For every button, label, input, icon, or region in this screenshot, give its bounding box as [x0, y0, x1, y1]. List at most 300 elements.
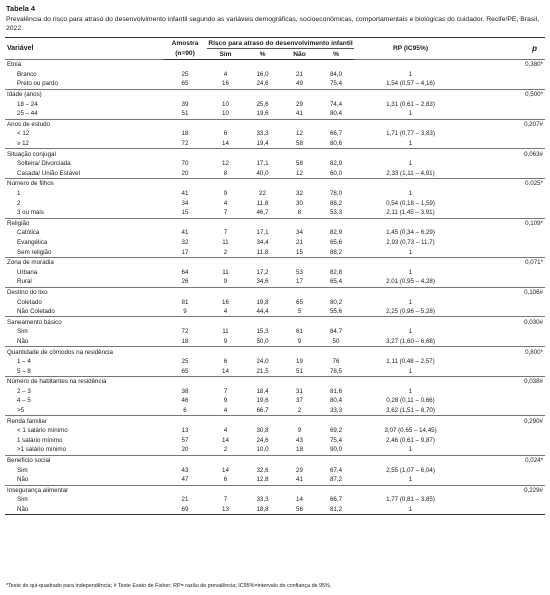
- p-value-cell: [467, 426, 545, 436]
- yes-pct-cell: 11,8: [256, 248, 269, 256]
- yes-count-cell: [207, 89, 244, 99]
- yes-count-cell: 8: [223, 169, 228, 177]
- p-value-cell: 0,106#: [467, 287, 545, 297]
- yes-pct-cell: 19,6: [256, 110, 269, 118]
- table-row: [5, 475, 545, 485]
- p-value-cell: [467, 396, 545, 406]
- rp-cell: 1: [408, 190, 413, 198]
- row-label: Destino do lixo: [5, 287, 163, 297]
- p-value-cell: [467, 445, 545, 455]
- yes-count-cell: 7: [223, 229, 228, 237]
- header-no: Não: [281, 49, 318, 60]
- p-value-cell: [467, 387, 545, 397]
- sample-cell: 46: [181, 397, 189, 405]
- yes-count-cell: [207, 416, 244, 426]
- row-label: 2: [17, 199, 21, 207]
- no-pct-cell: 80,4: [329, 397, 343, 405]
- sample-cell: 81: [181, 298, 189, 306]
- row-label: 18 – 24: [17, 100, 38, 108]
- yes-pct-cell: 19,6: [256, 397, 269, 405]
- table-row: [5, 445, 545, 455]
- no-count-cell: [281, 218, 318, 228]
- p-value-cell: [467, 495, 545, 505]
- sample-cell: 18: [181, 337, 189, 345]
- sample-cell: [163, 257, 207, 267]
- no-pct-cell: 33,3: [329, 407, 343, 415]
- no-count-cell: 9: [297, 337, 302, 345]
- yes-pct-cell: 50,0: [256, 337, 269, 345]
- yes-pct-cell: [244, 455, 281, 465]
- no-count-cell: [281, 485, 318, 495]
- category-row: [5, 149, 545, 159]
- no-count-cell: 31: [296, 387, 303, 395]
- p-value-cell: 0,109*: [467, 218, 545, 228]
- table-row: [5, 366, 545, 376]
- row-label: Situação conjugal: [5, 149, 163, 159]
- sample-cell: [163, 317, 207, 327]
- category-row: [5, 287, 545, 297]
- p-value-cell: [467, 159, 545, 169]
- rp-cell: 0,28 (0,11 – 0,66): [386, 397, 435, 405]
- p-value-cell: 0,290#: [467, 416, 545, 426]
- no-count-cell: 12: [296, 169, 303, 177]
- sample-cell: [163, 287, 207, 297]
- row-label: < 1 salário mínimo: [17, 427, 68, 435]
- p-value-cell: [467, 267, 545, 277]
- no-pct-cell: 84,0: [329, 70, 343, 78]
- rp-cell: [354, 179, 467, 189]
- row-label: Branco: [17, 70, 37, 78]
- rp-cell: 1,54 (0,57 – 4,16): [386, 80, 435, 88]
- no-count-cell: [281, 179, 318, 189]
- yes-count-cell: 11: [222, 238, 229, 246]
- p-value-cell: [467, 366, 545, 376]
- yes-pct-cell: [244, 218, 281, 228]
- no-count-cell: [281, 119, 318, 129]
- yes-pct-cell: 24,6: [256, 80, 269, 88]
- yes-pct-cell: 10,0: [256, 446, 269, 454]
- no-pct-cell: [318, 149, 354, 159]
- p-value-cell: [467, 465, 545, 475]
- yes-pct-cell: 40,0: [256, 169, 269, 177]
- no-pct-cell: 82,9: [329, 160, 343, 168]
- rp-cell: 1: [408, 70, 413, 78]
- yes-pct-cell: [244, 119, 281, 129]
- p-value-cell: [467, 198, 545, 208]
- rp-cell: 1,31 (0,61 – 2,83): [386, 100, 435, 108]
- p-value-cell: [467, 277, 545, 287]
- table-row: [5, 99, 545, 109]
- data-table: [5, 37, 545, 515]
- yes-pct-cell: [244, 89, 281, 99]
- no-pct-cell: 69,2: [329, 427, 343, 435]
- no-pct-cell: 80,4: [329, 110, 343, 118]
- rp-cell: 1: [408, 367, 413, 375]
- yes-pct-cell: 17,1: [256, 229, 269, 237]
- sample-cell: [163, 60, 207, 70]
- rp-cell: 2,25 (0,96 – 5,28): [386, 308, 435, 316]
- no-count-cell: [281, 455, 318, 465]
- yes-pct-cell: [244, 416, 281, 426]
- sample-cell: 38: [181, 387, 189, 395]
- rp-cell: 1: [408, 446, 413, 454]
- sample-cell: 25: [181, 70, 189, 78]
- p-value-cell: 0,030#: [467, 317, 545, 327]
- sample-cell: 20: [181, 446, 189, 454]
- rp-cell: 0,54 (0,18 – 1,59): [386, 199, 435, 207]
- table-row: [5, 267, 545, 277]
- table-row: [5, 129, 545, 139]
- p-value-cell: 0,038#: [467, 377, 545, 387]
- yes-count-cell: [207, 317, 244, 327]
- sample-cell: 43: [181, 466, 189, 474]
- row-label: Zona de moradia: [5, 257, 163, 267]
- rp-cell: [354, 60, 467, 70]
- table-row: [5, 465, 545, 475]
- sample-cell: 9: [183, 308, 187, 316]
- yes-pct-cell: [244, 317, 281, 327]
- rp-cell: 1,11 (0,48 – 2,57): [386, 358, 435, 366]
- no-count-cell: 29: [296, 466, 303, 474]
- sample-cell: 65: [181, 80, 189, 88]
- table-row: [5, 189, 545, 199]
- no-pct-cell: [318, 347, 354, 357]
- no-count-cell: [281, 149, 318, 159]
- no-count-cell: 58: [296, 160, 303, 168]
- p-value-cell: [467, 406, 545, 416]
- p-value-cell: 0,207#: [467, 119, 545, 129]
- yes-count-cell: [207, 218, 244, 228]
- p-value-cell: 0,800*: [467, 347, 545, 357]
- header-p: p: [467, 38, 545, 60]
- category-row: [5, 347, 545, 357]
- no-pct-cell: 84,7: [329, 328, 343, 336]
- rp-cell: 1: [408, 248, 413, 256]
- yes-pct-cell: [244, 257, 281, 267]
- yes-count-cell: 13: [207, 505, 244, 515]
- yes-pct-cell: [244, 485, 281, 495]
- category-row: [5, 317, 545, 327]
- p-value-cell: 0,380*: [467, 60, 545, 70]
- p-value-cell: [467, 247, 545, 257]
- no-count-cell: 41: [296, 110, 303, 118]
- yes-pct-cell: 24,6: [256, 436, 269, 444]
- row-label: Etnia: [5, 60, 163, 70]
- no-count-cell: 43: [296, 436, 303, 444]
- table-row: [5, 337, 545, 347]
- no-count-cell: 8: [297, 209, 302, 217]
- yes-count-cell: [207, 149, 244, 159]
- no-count-cell: 32: [296, 190, 303, 198]
- p-value-cell: 0,025*: [467, 179, 545, 189]
- table-row: [5, 426, 545, 436]
- no-pct-cell: [318, 179, 354, 189]
- category-row: [5, 218, 545, 228]
- sample-cell: 25: [181, 358, 189, 366]
- rp-cell: 3,07 (0,65 – 14,45): [384, 427, 437, 435]
- sample-cell: 26: [181, 278, 189, 286]
- sample-cell: 72: [181, 140, 189, 148]
- no-count-cell: [281, 60, 318, 70]
- rp-cell: 1: [408, 298, 413, 306]
- no-pct-cell: [318, 257, 354, 267]
- row-label: Saneamento básico: [5, 317, 163, 327]
- no-pct-cell: 67,4: [329, 466, 343, 474]
- p-value-cell: [467, 475, 545, 485]
- sample-cell: 65: [181, 367, 189, 375]
- no-count-cell: [281, 317, 318, 327]
- row-label: Solteira/ Divorciada: [17, 160, 71, 168]
- yes-count-cell: 6: [223, 476, 228, 484]
- row-label: Casada/ União Estável: [17, 169, 80, 177]
- row-label: Católica: [17, 229, 40, 237]
- row-label: Não: [17, 337, 29, 345]
- sample-cell: 70: [181, 160, 189, 168]
- yes-pct-cell: 19,4: [256, 140, 269, 148]
- yes-count-cell: 14: [222, 436, 229, 444]
- yes-pct-cell: 11,8: [256, 199, 269, 207]
- table-row: [5, 406, 545, 416]
- sample-cell: [163, 89, 207, 99]
- header-no-pct: %: [318, 49, 354, 60]
- yes-count-cell: 7: [223, 209, 228, 217]
- yes-count-cell: 14: [222, 140, 229, 148]
- yes-count-cell: 9: [223, 397, 228, 405]
- rp-cell: [354, 89, 467, 99]
- no-pct-cell: 87,2: [329, 476, 343, 484]
- row-label: Sim: [17, 328, 28, 336]
- no-count-cell: [281, 257, 318, 267]
- no-pct-cell: 74,4: [329, 100, 343, 108]
- yes-count-cell: [207, 179, 244, 189]
- yes-count-cell: [207, 60, 244, 70]
- no-pct-cell: 66,7: [329, 130, 343, 138]
- sample-cell: 17: [181, 248, 189, 256]
- no-pct-cell: 80,2: [329, 298, 343, 306]
- rp-cell: 3,62 (1,51 – 8,70): [386, 407, 435, 415]
- rp-cell: 3,27 (1,60 – 6,68): [386, 337, 435, 345]
- no-count-cell: 21: [296, 238, 303, 246]
- table-row: [5, 109, 545, 119]
- yes-count-cell: 9: [223, 190, 228, 198]
- yes-count-cell: 4: [223, 407, 228, 415]
- no-pct-cell: 50: [332, 337, 340, 345]
- yes-pct-cell: 33,3: [256, 496, 269, 504]
- rp-cell: 2,11 (1,45 – 3,91): [386, 209, 435, 217]
- table-body: [5, 60, 545, 515]
- yes-count-cell: 4: [223, 70, 228, 78]
- header-sample: Amostra: [163, 38, 207, 49]
- no-count-cell: [281, 416, 318, 426]
- yes-pct-cell: 21,5: [256, 367, 269, 375]
- yes-count-cell: 7: [223, 496, 228, 504]
- sample-cell: 64: [181, 268, 189, 276]
- yes-count-cell: 16: [222, 80, 229, 88]
- row-label: Religião: [5, 218, 163, 228]
- yes-pct-cell: 30,8: [256, 427, 269, 435]
- table-row: [5, 159, 545, 169]
- rp-cell: 1: [408, 387, 413, 395]
- no-pct-cell: 53,3: [329, 209, 343, 217]
- no-pct-cell: 65,6: [329, 238, 343, 246]
- no-count-cell: [281, 287, 318, 297]
- no-count-cell: 17: [296, 278, 303, 286]
- p-value-cell: [467, 169, 545, 179]
- yes-count-cell: 16: [222, 298, 229, 306]
- yes-pct-cell: 34,6: [256, 278, 269, 286]
- sample-cell: 47: [181, 476, 189, 484]
- sample-cell: 72: [181, 328, 189, 336]
- row-label: Evangélica: [17, 238, 48, 246]
- table-row: [5, 277, 545, 287]
- rp-cell: [354, 455, 467, 465]
- p-value-cell: 0,063#: [467, 149, 545, 159]
- yes-pct-cell: [244, 377, 281, 387]
- no-count-cell: 19: [296, 358, 303, 366]
- yes-pct-cell: 18,8: [244, 505, 281, 515]
- no-pct-cell: 78,5: [329, 367, 343, 375]
- p-value-cell: [467, 436, 545, 446]
- no-pct-cell: 55,6: [329, 308, 343, 316]
- yes-count-cell: 6: [223, 130, 228, 138]
- no-count-cell: [281, 89, 318, 99]
- row-label: 1 salário mínimo: [17, 436, 63, 444]
- table-row: [5, 297, 545, 307]
- table-row: [5, 208, 545, 218]
- no-count-cell: 15: [296, 248, 303, 256]
- no-pct-cell: [318, 317, 354, 327]
- rp-cell: 1,71 (0,77 – 3,83): [386, 130, 435, 138]
- no-pct-cell: 82,9: [329, 229, 343, 237]
- yes-count-cell: 12: [222, 160, 229, 168]
- no-count-cell: 14: [296, 496, 303, 504]
- table-row: [5, 357, 545, 367]
- p-value-cell: 0,229#: [467, 485, 545, 495]
- no-pct-cell: [318, 287, 354, 297]
- sample-cell: [163, 377, 207, 387]
- no-count-cell: 18: [296, 446, 303, 454]
- yes-count-cell: [207, 347, 244, 357]
- no-count-cell: 58: [296, 140, 303, 148]
- sample-cell: 69: [163, 505, 207, 515]
- rp-cell: [354, 119, 467, 129]
- rp-cell: 2,46 (0,61 – 9,87): [386, 436, 435, 444]
- no-count-cell: 51: [296, 367, 303, 375]
- sample-cell: 15: [181, 209, 189, 217]
- table-row: [5, 228, 545, 238]
- yes-count-cell: [207, 455, 244, 465]
- table-title: Tabela 4: [6, 4, 36, 13]
- sample-cell: [163, 149, 207, 159]
- table-row: [5, 247, 545, 257]
- no-count-cell: 41: [296, 476, 303, 484]
- yes-count-cell: [207, 119, 244, 129]
- no-pct-cell: 88,2: [329, 248, 343, 256]
- rp-cell: [354, 485, 467, 495]
- sample-cell: 34: [181, 199, 189, 207]
- no-pct-cell: [318, 89, 354, 99]
- no-pct-cell: [318, 377, 354, 387]
- no-pct-cell: [318, 218, 354, 228]
- sample-cell: [163, 119, 207, 129]
- table-footnote: *Teste do qui-quadrado para independência; # Teste Exato de Fisher; RP= razão de prevalência; IC95%=intervalo de confiança de 95%.: [6, 583, 332, 589]
- no-count-cell: 12: [296, 130, 303, 138]
- yes-count-cell: [207, 257, 244, 267]
- no-pct-cell: [318, 60, 354, 70]
- no-pct-cell: 75,4: [329, 80, 343, 88]
- row-label: Sim: [17, 496, 28, 504]
- rp-cell: 1: [408, 328, 413, 336]
- yes-pct-cell: 18,4: [256, 387, 269, 395]
- sample-cell: [163, 416, 207, 426]
- sample-cell: [163, 179, 207, 189]
- no-pct-cell: 81,2: [318, 505, 354, 515]
- p-value-cell: 0,024*: [467, 455, 545, 465]
- rp-cell: 1: [408, 110, 413, 118]
- rp-cell: [354, 218, 467, 228]
- yes-pct-cell: 15,3: [256, 328, 269, 336]
- p-value-cell: [467, 79, 545, 89]
- table-row: [5, 198, 545, 208]
- row-label: Benefício social: [5, 455, 163, 465]
- row-label: 1: [17, 190, 21, 198]
- no-pct-cell: 60,0: [329, 169, 343, 177]
- row-label: >1 salário mínimo: [17, 446, 67, 454]
- no-pct-cell: [318, 485, 354, 495]
- yes-count-cell: 11: [222, 328, 229, 336]
- rp-cell: 1: [354, 505, 467, 515]
- table-row: [5, 238, 545, 248]
- no-count-cell: 30: [296, 199, 303, 207]
- table-row: [5, 327, 545, 337]
- header-yes-pct: %: [244, 49, 281, 60]
- sample-cell: 13: [181, 427, 189, 435]
- yes-pct-cell: 17,1: [256, 160, 269, 168]
- yes-pct-cell: 19,8: [256, 298, 269, 306]
- yes-pct-cell: 16,0: [256, 70, 269, 78]
- no-count-cell: 53: [296, 268, 303, 276]
- yes-count-cell: [207, 485, 244, 495]
- sample-cell: [163, 455, 207, 465]
- table-row: [5, 169, 545, 179]
- row-label: 25 – 44: [17, 110, 38, 118]
- sample-cell: 57: [181, 436, 189, 444]
- p-value-cell: [467, 129, 545, 139]
- yes-pct-cell: 32,6: [256, 466, 269, 474]
- row-label: 3 ou mais: [17, 209, 44, 217]
- rp-cell: 1: [408, 140, 413, 148]
- sample-cell: 41: [181, 190, 189, 198]
- p-value-cell: [467, 189, 545, 199]
- header-rp: RP (IC95%): [354, 38, 467, 60]
- no-count-cell: 2: [297, 407, 302, 415]
- table-row: [5, 505, 545, 515]
- yes-count-cell: 2: [223, 248, 228, 256]
- no-count-cell: 65: [296, 298, 303, 306]
- sample-cell: 6: [183, 407, 187, 415]
- no-count-cell: 29: [296, 100, 303, 108]
- rp-cell: 1: [408, 268, 413, 276]
- row-label: Sim: [17, 466, 28, 474]
- row-label: Preto ou pardo: [17, 80, 58, 88]
- category-row: [5, 485, 545, 495]
- yes-count-cell: 14: [222, 466, 229, 474]
- category-row: [5, 377, 545, 387]
- table-row: [5, 436, 545, 446]
- table-row: [5, 387, 545, 397]
- table-caption: Prevalência do risco para atraso do desenvolvimento infantil segundo as variáveis demográficas, socioeconômicas, comportamentais e biológicas do cuidador. Recife/PE, Brasil, 2022.: [6, 16, 540, 32]
- no-pct-cell: [318, 416, 354, 426]
